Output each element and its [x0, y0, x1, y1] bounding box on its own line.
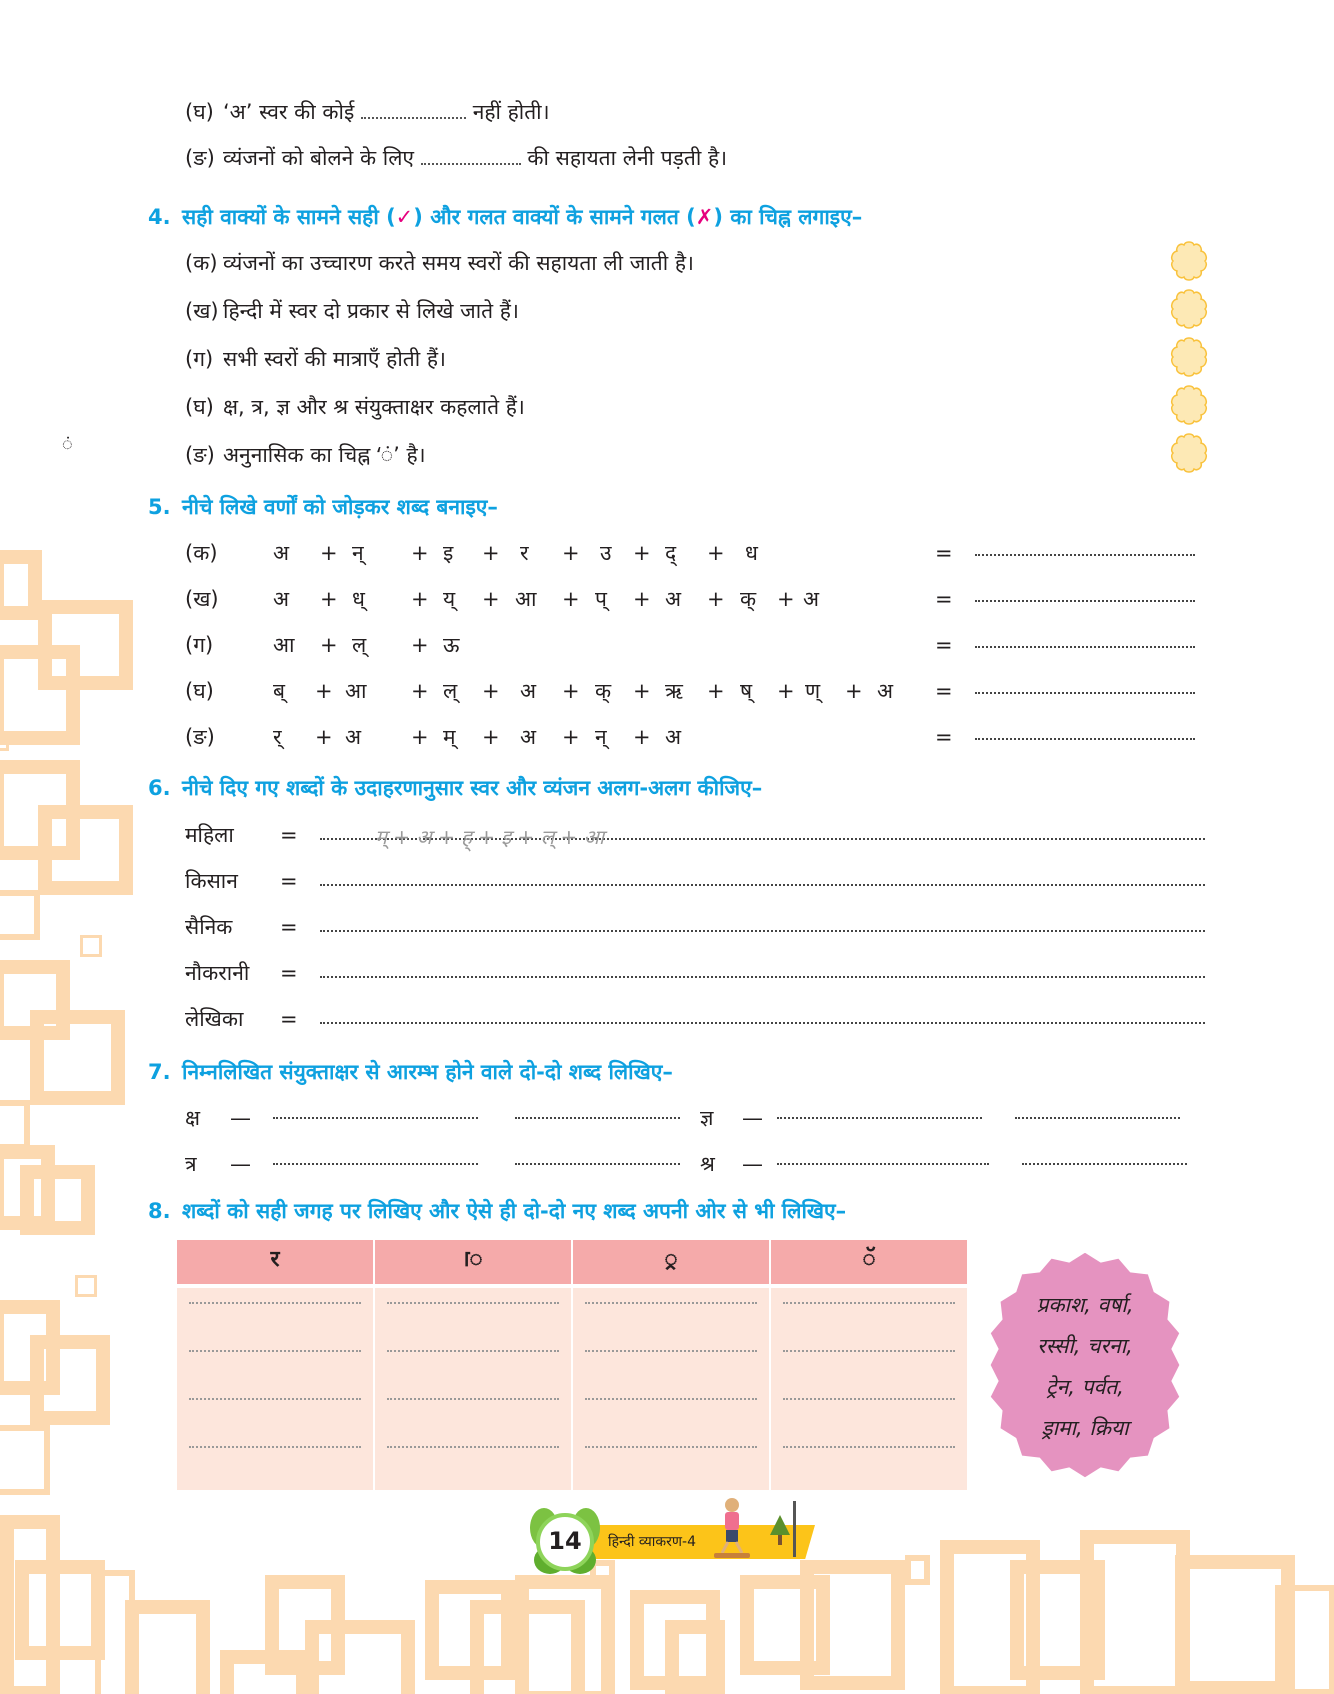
- decor-square: [15, 1560, 105, 1660]
- plus-sign: +: [482, 679, 500, 703]
- decor-square: [0, 550, 42, 620]
- word-bank-badge: [985, 1247, 1185, 1483]
- decor-square: [0, 645, 80, 745]
- flower-answer-box-icon[interactable]: [1168, 240, 1210, 282]
- equals-sign: =: [280, 961, 298, 985]
- flower-answer-box-icon[interactable]: [1168, 336, 1210, 378]
- q7-row: [185, 1149, 1185, 1179]
- equals-sign: =: [935, 679, 953, 703]
- letter: म्: [443, 725, 456, 749]
- answer-blank[interactable]: [320, 918, 1205, 932]
- letter: आ: [345, 679, 367, 703]
- decor-square: [38, 805, 133, 895]
- word-bank-line: ड्रामा, क्रिया: [1041, 1416, 1129, 1440]
- decor-square: [125, 1600, 210, 1694]
- item-label: (ङ): [185, 443, 215, 467]
- letter: य्: [443, 587, 456, 611]
- answer-blank[interactable]: [387, 1302, 559, 1304]
- q5-heading: [148, 492, 498, 522]
- plus-sign: +: [320, 587, 338, 611]
- page-footer: [530, 1495, 830, 1585]
- plus-sign: +: [562, 725, 580, 749]
- letter: अ: [665, 725, 682, 749]
- letter: आ: [515, 587, 537, 611]
- letter: अ: [520, 725, 537, 749]
- decor-square: [515, 1575, 615, 1694]
- answer-blank[interactable]: [585, 1398, 757, 1400]
- q5-row: [185, 722, 1195, 752]
- conjunct-letter: श्र: [700, 1152, 715, 1176]
- item-label: (ग): [185, 633, 214, 657]
- q4-item: [185, 392, 525, 422]
- plus-sign: +: [411, 541, 429, 565]
- letter: अ: [665, 587, 682, 611]
- word-label: लेखिका: [185, 1007, 244, 1031]
- plus-sign: +: [777, 679, 795, 703]
- letter: अ: [877, 679, 894, 703]
- plus-sign: +: [777, 587, 795, 611]
- item-label: (घ): [185, 100, 214, 124]
- q3-item-gha: [185, 97, 550, 127]
- column-header: र: [177, 1240, 373, 1284]
- answer-blank[interactable]: [515, 1151, 680, 1165]
- decor-square: [0, 1425, 50, 1495]
- answer-blank[interactable]: [975, 634, 1195, 648]
- decor-square: [80, 935, 102, 957]
- word-bank-list: [985, 1285, 1185, 1449]
- answer-blank[interactable]: [273, 1105, 478, 1119]
- letter: प्: [595, 587, 607, 611]
- item-label: (ख): [185, 587, 219, 611]
- letter: अ: [803, 587, 820, 611]
- item-label: (क): [185, 541, 218, 565]
- q4-item: [185, 344, 446, 374]
- plus-sign: +: [633, 587, 651, 611]
- letter: क्: [595, 679, 612, 703]
- decor-square: [20, 1165, 95, 1235]
- answer-blank[interactable]: [975, 726, 1195, 740]
- equals-sign: =: [280, 823, 298, 847]
- letter: ब्: [273, 679, 285, 703]
- decor-square: [30, 1335, 110, 1425]
- letter: अ: [345, 725, 362, 749]
- word-bank-line: रस्सी, चरना,: [1037, 1334, 1133, 1358]
- item-label: (क): [185, 251, 218, 275]
- answer-blank[interactable]: [320, 1010, 1205, 1024]
- letter: क्: [740, 587, 757, 611]
- answer-blank[interactable]: [189, 1398, 361, 1400]
- question-number: 5.: [148, 495, 171, 519]
- heading-text: सही वाक्यों के सामने सही (: [182, 205, 396, 229]
- plus-sign: +: [562, 587, 580, 611]
- check-mark-icon: ✓: [395, 205, 414, 229]
- word-bank-line: ट्रेन, पर्वत,: [1046, 1375, 1124, 1399]
- answer-blank[interactable]: [320, 872, 1205, 886]
- conjunct-letter: ज्ञ: [700, 1106, 714, 1130]
- answer-blank[interactable]: [273, 1151, 478, 1165]
- answer-blank[interactable]: [1022, 1151, 1187, 1165]
- q7-heading: [148, 1057, 673, 1087]
- letter: अ: [273, 541, 290, 565]
- item-label: (ङ): [185, 146, 215, 170]
- heading-text: नीचे लिखे वर्णों को जोड़कर शब्द बनाइए–: [182, 495, 498, 519]
- margin-anusvara-mark: ं: [62, 434, 73, 455]
- q5-row: [185, 584, 1195, 614]
- answer-blank[interactable]: [783, 1398, 955, 1400]
- q4-item: [185, 296, 519, 326]
- word-label: महिला: [185, 823, 234, 847]
- item-text: व्यंजनों को बोलने के लिए: [223, 146, 415, 170]
- q4-heading: [148, 202, 862, 232]
- column-body: [375, 1288, 571, 1490]
- decor-square: [305, 1620, 415, 1694]
- plus-sign: +: [315, 725, 333, 749]
- item-text: क्ष, त्र, ज्ञ और श्र संयुक्ताक्षर कहलाते हैं।: [223, 395, 525, 419]
- answer-blank[interactable]: [189, 1302, 361, 1304]
- column-body: [573, 1288, 769, 1490]
- plus-sign: +: [482, 725, 500, 749]
- q6-heading: [148, 773, 762, 803]
- question-number: 6.: [148, 776, 171, 800]
- cross-mark-icon: ✗: [695, 205, 714, 229]
- plus-sign: +: [707, 541, 725, 565]
- answer-blank[interactable]: [783, 1302, 955, 1304]
- heading-text: निम्नलिखित संयुक्ताक्षर से आरम्भ होने वाले दो-दो शब्द लिखिए–: [182, 1060, 673, 1084]
- q3-item-nga: [185, 143, 727, 173]
- answer-blank[interactable]: [777, 1105, 982, 1119]
- plus-sign: +: [845, 679, 863, 703]
- letter: उ: [600, 541, 612, 565]
- dash: —: [742, 1106, 763, 1130]
- answer-blank[interactable]: [585, 1446, 757, 1448]
- book-title: हिन्दी व्याकरण-4: [608, 1534, 696, 1550]
- q5-row: [185, 630, 1195, 660]
- q4-item: [185, 440, 426, 470]
- q7-row: [185, 1103, 1185, 1133]
- equals-sign: =: [935, 587, 953, 611]
- decor-square: [0, 737, 9, 751]
- question-number: 7.: [148, 1060, 171, 1084]
- flower-answer-box-icon[interactable]: [1168, 384, 1210, 426]
- answer-blank[interactable]: [783, 1446, 955, 1448]
- letter: न्: [352, 541, 364, 565]
- plus-sign: +: [633, 679, 651, 703]
- column-body: [177, 1288, 373, 1490]
- equals-sign: =: [935, 541, 953, 565]
- answer-blank[interactable]: [1015, 1105, 1180, 1119]
- letter: न्: [595, 725, 607, 749]
- table-column: [177, 1240, 373, 1490]
- answer-blank[interactable]: [585, 1302, 757, 1304]
- heading-text: ) का चिह्न लगाइए–: [713, 205, 863, 229]
- plus-sign: +: [411, 679, 429, 703]
- example-answer: म् + अ + ह् + इ + ल् + आ: [375, 825, 605, 849]
- conjunct-letter: क्ष: [185, 1106, 201, 1130]
- item-label: (ङ): [185, 725, 215, 749]
- equals-sign: =: [280, 869, 298, 893]
- letter: ष्: [740, 679, 753, 703]
- item-label: (घ): [185, 679, 214, 703]
- plus-sign: +: [320, 541, 338, 565]
- item-text: हिन्दी में स्वर दो प्रकार से लिखे जाते हैं।: [223, 299, 519, 323]
- dash: —: [230, 1106, 251, 1130]
- column-header: ्र: [573, 1240, 769, 1284]
- plus-sign: +: [411, 633, 429, 657]
- page-number: 14: [548, 1527, 582, 1555]
- column-body: [771, 1288, 967, 1490]
- column-header: ॅ: [771, 1240, 967, 1284]
- item-text: नहीं होती।: [472, 100, 550, 124]
- decor-square: [665, 1620, 725, 1694]
- blank-field[interactable]: [421, 147, 521, 165]
- word-label: नौकरानी: [185, 961, 250, 985]
- letter: ध: [745, 541, 758, 565]
- plus-sign: +: [411, 587, 429, 611]
- decor-square: [75, 1275, 97, 1297]
- plus-sign: +: [482, 541, 500, 565]
- q5-row: [185, 676, 1195, 706]
- heading-text: नीचे दिए गए शब्दों के उदाहरणानुसार स्वर और व्यंजन अलग-अलग कीजिए–: [182, 776, 763, 800]
- table-column: [771, 1240, 967, 1490]
- answer-blank[interactable]: [387, 1446, 559, 1448]
- answer-blank[interactable]: [975, 542, 1195, 556]
- letter: अ: [520, 679, 537, 703]
- item-label: (घ): [185, 395, 214, 419]
- plus-sign: +: [633, 541, 651, 565]
- letter: ल्: [352, 633, 367, 657]
- answer-blank[interactable]: [189, 1446, 361, 1448]
- plus-sign: +: [707, 587, 725, 611]
- decor-square: [0, 1100, 30, 1150]
- question-number: 8.: [148, 1199, 171, 1223]
- letter: इ: [443, 541, 454, 565]
- table-column: [573, 1240, 769, 1490]
- answer-blank[interactable]: [783, 1350, 955, 1352]
- table-column: [375, 1240, 571, 1490]
- equals-sign: =: [280, 1007, 298, 1031]
- word-label: किसान: [185, 869, 238, 893]
- item-label: (ख): [185, 299, 219, 323]
- decor-square: [905, 1555, 930, 1585]
- item-text: सभी स्वरों की मात्राएँ होती हैं।: [223, 347, 446, 371]
- item-text: व्यंजनों का उच्चारण करते समय स्वरों की सहायता ली जाती है।: [223, 251, 694, 275]
- item-text: अनुनासिक का चिह्न ‘ं’ है।: [223, 443, 426, 467]
- column-header: ॎ: [375, 1240, 571, 1284]
- plus-sign: +: [320, 633, 338, 657]
- q4-item: [185, 248, 694, 278]
- plus-sign: +: [562, 541, 580, 565]
- q8-sorting-table: [177, 1240, 970, 1490]
- decor-square: [30, 1010, 125, 1105]
- letter: द्: [665, 541, 677, 565]
- equals-sign: =: [280, 915, 298, 939]
- answer-blank[interactable]: [585, 1350, 757, 1352]
- plus-sign: +: [315, 679, 333, 703]
- plus-sign: +: [411, 725, 429, 749]
- letter: आ: [273, 633, 295, 657]
- decor-square: [0, 890, 40, 940]
- word-bank-line: प्रकाश, वर्षा,: [1036, 1293, 1134, 1317]
- letter: अ: [273, 587, 290, 611]
- answer-blank[interactable]: [975, 588, 1195, 602]
- skateboard-boy-illustration-icon: [710, 1495, 800, 1565]
- blank-field[interactable]: [361, 101, 466, 119]
- plus-sign: +: [562, 679, 580, 703]
- heading-text: शब्दों को सही जगह पर लिखिए और ऐसे ही दो-दो नए शब्द अपनी ओर से भी लिखिए–: [182, 1199, 847, 1223]
- conjunct-letter: त्र: [185, 1152, 197, 1176]
- item-text: की सहायता लेनी पड़ती है।: [527, 146, 728, 170]
- q5-row: [185, 538, 1195, 568]
- flower-answer-box-icon[interactable]: [1168, 288, 1210, 330]
- decor-square: [1080, 1530, 1190, 1694]
- letter: ल्: [443, 679, 458, 703]
- q8-heading: [148, 1196, 846, 1226]
- plus-sign: +: [633, 725, 651, 749]
- letter: ऋ: [665, 679, 683, 703]
- letter: ऊ: [443, 633, 460, 657]
- equals-sign: =: [935, 725, 953, 749]
- answer-blank[interactable]: [387, 1350, 559, 1352]
- decor-square: [1275, 1585, 1334, 1694]
- item-text: ‘अ’ स्वर की कोई: [223, 100, 355, 124]
- answer-blank[interactable]: [975, 680, 1195, 694]
- letter: र्: [273, 725, 282, 749]
- equals-sign: =: [935, 633, 953, 657]
- flower-answer-box-icon[interactable]: [1168, 432, 1210, 474]
- letter: ध्: [352, 587, 365, 611]
- question-number: 4.: [148, 205, 171, 229]
- letter: ण्: [805, 679, 821, 703]
- letter: र: [520, 541, 529, 565]
- answer-blank[interactable]: [515, 1105, 680, 1119]
- answer-blank[interactable]: [387, 1398, 559, 1400]
- answer-blank[interactable]: [320, 964, 1205, 978]
- word-label: सैनिक: [185, 915, 233, 939]
- answer-blank[interactable]: [189, 1350, 361, 1352]
- dash: —: [230, 1152, 251, 1176]
- plus-sign: +: [482, 587, 500, 611]
- answer-blank[interactable]: [777, 1151, 989, 1165]
- item-label: (ग): [185, 347, 214, 371]
- plus-sign: +: [707, 679, 725, 703]
- dash: —: [742, 1152, 763, 1176]
- heading-text: ) और गलत वाक्यों के सामने गलत (: [413, 205, 696, 229]
